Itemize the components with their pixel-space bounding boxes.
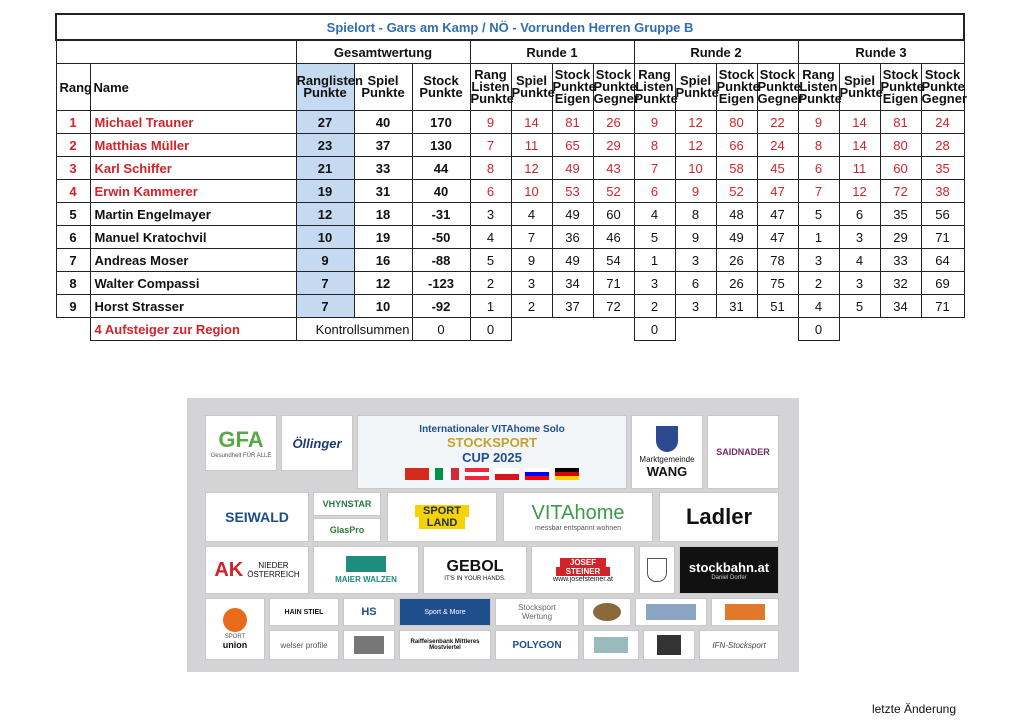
sponsor-vitahome — [503, 492, 653, 542]
stock-punkte-cell: -92 — [412, 295, 470, 318]
r3-value-cell: 2 — [798, 272, 839, 295]
steiner-line3: www.josefsteiner.at — [553, 575, 613, 583]
r1-value-cell: 3 — [470, 203, 511, 226]
r2-value-cell: 51 — [757, 295, 798, 318]
r2-value-cell: 2 — [634, 295, 675, 318]
page-title: Spielort - Gars am Kamp / NÖ - Vorrunden Herren Gruppe B — [56, 14, 964, 40]
r2-value-cell: 6 — [675, 272, 716, 295]
sportmore-text: Sport & More — [424, 608, 466, 616]
col-r1-eigen: Stock Punkte Eigen — [552, 64, 593, 111]
r2-value-cell: 9 — [675, 180, 716, 203]
r3-value-cell: 60 — [880, 157, 921, 180]
r2-value-cell: 26 — [716, 249, 757, 272]
cup-line2: STOCKSPORT — [446, 435, 538, 450]
r3-value-cell: 35 — [921, 157, 964, 180]
r2-value-cell: 8 — [675, 203, 716, 226]
r3-value-cell: 4 — [798, 295, 839, 318]
r2-value-cell: 75 — [757, 272, 798, 295]
ladler-text: Ladler — [685, 504, 753, 529]
player-name: Manuel Kratochvil — [90, 226, 296, 249]
sponsor-ladler — [659, 492, 779, 542]
r2-value-cell: 47 — [757, 226, 798, 249]
col-r3-gegner: Stock Punkte Gegner — [921, 64, 964, 111]
wang-line2: WANG — [646, 463, 688, 479]
sponsor-maier — [313, 546, 419, 594]
glaspro-text: GlasPro — [329, 525, 365, 535]
r3-value-cell: 35 — [880, 203, 921, 226]
table-row — [56, 134, 964, 157]
sponsor-sportland — [387, 492, 497, 542]
ranglisten-punkte-cell: 7 — [296, 272, 354, 295]
hs-text: HS — [361, 606, 377, 618]
col-r2-spiel: Spiel Punkte — [675, 64, 716, 111]
r3-value-cell: 5 — [798, 203, 839, 226]
vitahome-sub: messbar entspannt wohnen — [535, 525, 621, 532]
kaiser-logo-icon — [593, 603, 621, 621]
flag-icon — [525, 468, 549, 480]
ranglisten-punkte-cell: 21 — [296, 157, 354, 180]
wertung-line1: Stocksport — [518, 603, 556, 612]
table-row — [56, 249, 964, 272]
r3-value-cell: 1 — [798, 226, 839, 249]
logo-placeholder-icon — [646, 604, 696, 620]
col-r2-gegner: Stock Punkte Gegner — [757, 64, 798, 111]
r3-value-cell: 4 — [839, 249, 880, 272]
gebol-text: GEBOL — [446, 558, 504, 575]
sponsor-glaspro — [313, 518, 381, 542]
r2-value-cell: 12 — [675, 111, 716, 134]
flag-icon — [405, 468, 429, 480]
col-rang: Rang — [56, 64, 90, 111]
sponsor-stocksport-wertung — [495, 598, 579, 626]
r1-value-cell: 8 — [470, 157, 511, 180]
polygon-text: POLYGON — [512, 639, 562, 651]
player-name: Martin Engelmayer — [90, 203, 296, 226]
player-name: Matthias Müller — [90, 134, 296, 157]
wang-crest-icon — [656, 426, 678, 452]
r2-value-cell: 26 — [716, 272, 757, 295]
r1-value-cell: 10 — [511, 180, 552, 203]
stock-punkte-cell: 130 — [412, 134, 470, 157]
r2-value-cell: 52 — [716, 180, 757, 203]
union-logo-icon — [223, 608, 247, 632]
r2-value-cell: 12 — [675, 134, 716, 157]
r2-value-cell: 24 — [757, 134, 798, 157]
r3-value-cell: 7 — [798, 180, 839, 203]
logo-placeholder-icon — [657, 635, 681, 655]
spiel-punkte-cell: 16 — [354, 249, 412, 272]
r2-value-cell: 45 — [757, 157, 798, 180]
r1-value-cell: 2 — [470, 272, 511, 295]
r3-value-cell: 14 — [839, 134, 880, 157]
col-name: Name — [90, 64, 296, 111]
col-r1-gegner: Stock Punkte Gegner — [593, 64, 634, 111]
col-r1-spiel: Spiel Punkte — [511, 64, 552, 111]
rank-cell: 2 — [56, 134, 90, 157]
group-header-runde1: Runde 1 — [470, 40, 634, 64]
ranglisten-punkte-cell: 23 — [296, 134, 354, 157]
table-row — [56, 272, 964, 295]
group-header-blank — [56, 40, 296, 64]
r1-value-cell: 4 — [470, 226, 511, 249]
sponsor-gebol — [423, 546, 527, 594]
r1-value-cell: 1 — [470, 295, 511, 318]
r1-value-cell: 34 — [552, 272, 593, 295]
r1-value-cell: 7 — [470, 134, 511, 157]
rank-cell: 9 — [56, 295, 90, 318]
r1-value-cell: 2 — [511, 295, 552, 318]
aufsteiger-note: 4 Aufsteiger zur Region — [90, 318, 296, 341]
sponsor-small-logo-3 — [635, 598, 707, 626]
kontrollsumme-r3: 0 — [798, 318, 839, 341]
ifn-text: IFN-Stocksport — [712, 640, 766, 650]
sponsor-kaiser — [583, 598, 631, 626]
kontrollsummen-label — [296, 318, 412, 341]
stock-punkte-cell: -123 — [412, 272, 470, 295]
player-name: Walter Compassi — [90, 272, 296, 295]
r3-value-cell: 6 — [839, 203, 880, 226]
r2-value-cell: 3 — [675, 295, 716, 318]
kontrollsumme-total: 0 — [412, 318, 470, 341]
sportland-line1: SPORT — [415, 505, 469, 517]
r1-value-cell: 6 — [470, 180, 511, 203]
spiel-punkte-cell: 40 — [354, 111, 412, 134]
kontrollsumme-r1: 0 — [470, 318, 511, 341]
cup-line3: CUP 2025 — [462, 450, 522, 465]
col-r3-rang-listen: Rang Listen Punkte — [798, 64, 839, 111]
r1-value-cell: 49 — [552, 249, 593, 272]
r1-value-cell: 37 — [552, 295, 593, 318]
stock-punkte-cell: 170 — [412, 111, 470, 134]
r1-value-cell: 43 — [593, 157, 634, 180]
table-row — [56, 203, 964, 226]
r2-value-cell: 9 — [675, 226, 716, 249]
r3-value-cell: 33 — [880, 249, 921, 272]
rank-cell: 1 — [56, 111, 90, 134]
sponsor-panel — [187, 398, 799, 672]
r2-value-cell: 3 — [634, 272, 675, 295]
player-name: Michael Trauner — [90, 111, 296, 134]
r3-value-cell: 8 — [798, 134, 839, 157]
column-header-row — [56, 64, 964, 111]
r2-value-cell: 48 — [716, 203, 757, 226]
gebol-sub: IT'S IN YOUR HANDS. — [444, 576, 506, 582]
stock-punkte-cell: -31 — [412, 203, 470, 226]
r3-value-cell: 64 — [921, 249, 964, 272]
sponsor-cup-banner — [357, 415, 627, 489]
maier-logo-icon — [346, 556, 386, 572]
rank-cell: 4 — [56, 180, 90, 203]
rank-cell: 5 — [56, 203, 90, 226]
r1-value-cell: 3 — [511, 272, 552, 295]
stock-punkte-cell: -50 — [412, 226, 470, 249]
r2-value-cell: 10 — [675, 157, 716, 180]
r2-value-cell: 31 — [716, 295, 757, 318]
vitahome-text: VITAhome — [531, 502, 625, 524]
sponsor-ifn — [699, 630, 779, 660]
r3-value-cell: 14 — [839, 111, 880, 134]
r2-value-cell: 1 — [634, 249, 675, 272]
table-row — [56, 226, 964, 249]
gfa-text: GFA — [218, 427, 264, 452]
sponsor-small-logo — [343, 630, 395, 660]
spiel-punkte-cell: 10 — [354, 295, 412, 318]
table-row — [56, 111, 964, 134]
r2-value-cell: 47 — [757, 203, 798, 226]
r1-value-cell: 4 — [511, 203, 552, 226]
r2-value-cell: 8 — [634, 134, 675, 157]
rank-cell: 7 — [56, 249, 90, 272]
r1-value-cell: 52 — [593, 180, 634, 203]
spiel-punkte-cell: 19 — [354, 226, 412, 249]
r3-value-cell: 6 — [798, 157, 839, 180]
sponsor-wang — [631, 415, 703, 489]
r1-value-cell: 46 — [593, 226, 634, 249]
sponsor-gfa — [205, 415, 277, 471]
sponsor-steiner — [531, 546, 635, 594]
sponsor-stockbahn — [679, 546, 779, 594]
sponsor-polygon — [495, 630, 579, 660]
sponsor-small-logo-5 — [643, 630, 695, 660]
r1-value-cell: 9 — [470, 111, 511, 134]
footer-row — [56, 318, 964, 341]
sponsor-hs — [343, 598, 395, 626]
r3-value-cell: 5 — [839, 295, 880, 318]
r1-value-cell: 14 — [511, 111, 552, 134]
r2-value-cell: 78 — [757, 249, 798, 272]
r1-value-cell: 81 — [552, 111, 593, 134]
r3-value-cell: 71 — [921, 295, 964, 318]
sponsor-vhynstar — [313, 492, 381, 516]
spiel-punkte-cell: 31 — [354, 180, 412, 203]
r1-value-cell: 65 — [552, 134, 593, 157]
wertung-text — [518, 603, 556, 621]
raiffeisen-text: Raiffeisenbank Mittleres Mostviertel — [410, 639, 480, 651]
group-header-gesamt: Gesamtwertung — [296, 40, 470, 64]
rank-cell: 6 — [56, 226, 90, 249]
player-name: Andreas Moser — [90, 249, 296, 272]
sponsor-raiffeisen — [399, 630, 491, 660]
cup-flags — [405, 468, 579, 480]
r3-value-cell: 72 — [880, 180, 921, 203]
logo-placeholder-icon — [354, 636, 384, 654]
sponsor-seiwald — [205, 492, 309, 542]
hainstiel-text: HAIN STIEL — [284, 608, 324, 616]
flag-icon — [435, 468, 459, 480]
player-name: Karl Schiffer — [90, 157, 296, 180]
ollinger-text: Öllinger — [292, 435, 342, 451]
sponsor-welser — [269, 630, 339, 660]
sponsor-saidnader — [707, 415, 779, 489]
last-change-note: letzte Änderung — [871, 702, 956, 716]
col-r3-spiel: Spiel Punkte — [839, 64, 880, 111]
stockbahn-text: stockbahn.at — [688, 559, 770, 575]
stockbahn-sub: Daniel Dorfer — [711, 574, 747, 581]
ranglisten-punkte-cell: 19 — [296, 180, 354, 203]
r3-value-cell: 3 — [839, 226, 880, 249]
r2-value-cell: 47 — [757, 180, 798, 203]
r3-value-cell: 38 — [921, 180, 964, 203]
sportland-line2: LAND — [419, 517, 466, 529]
group-header-runde3: Runde 3 — [798, 40, 964, 64]
r3-value-cell: 11 — [839, 157, 880, 180]
sponsor-ak — [205, 546, 309, 594]
r1-value-cell: 49 — [552, 157, 593, 180]
r1-value-cell: 26 — [593, 111, 634, 134]
sponsor-hainstiel — [269, 598, 339, 626]
stock-punkte-cell: -88 — [412, 249, 470, 272]
seiwald-text: SEIWALD — [225, 509, 289, 525]
spiel-punkte-cell: 33 — [354, 157, 412, 180]
ak-text — [247, 561, 299, 579]
ranglisten-punkte-cell: 12 — [296, 203, 354, 226]
gfa-sub: Gesundheit FÜR ALLE — [210, 453, 272, 459]
kontrollsummen-text: Kontrollsummen — [315, 321, 410, 337]
r3-value-cell: 56 — [921, 203, 964, 226]
table-row — [56, 157, 964, 180]
r2-value-cell: 7 — [634, 157, 675, 180]
r3-value-cell: 28 — [921, 134, 964, 157]
vhynstar-text: VHYNSTAR — [322, 499, 372, 509]
r2-value-cell: 58 — [716, 157, 757, 180]
stock-punkte-cell: 40 — [412, 180, 470, 203]
r2-value-cell: 80 — [716, 111, 757, 134]
r1-value-cell: 11 — [511, 134, 552, 157]
r2-value-cell: 5 — [634, 226, 675, 249]
r1-value-cell: 53 — [552, 180, 593, 203]
r1-value-cell: 71 — [593, 272, 634, 295]
steiner-line1: JOSEF — [560, 558, 606, 567]
col-r2-rang-listen: Rang Listen Punkte — [634, 64, 675, 111]
r1-value-cell: 9 — [511, 249, 552, 272]
sponsor-sportmore — [399, 598, 491, 626]
saidnader-text: SAIDNADER — [716, 447, 770, 457]
wang-line1: Marktgemeinde — [639, 454, 695, 464]
flag-icon — [465, 468, 489, 480]
col-r3-eigen: Stock Punkte Eigen — [880, 64, 921, 111]
sponsor-ollinger — [281, 415, 353, 471]
union-line1: SPORT — [224, 634, 246, 640]
r2-value-cell: 49 — [716, 226, 757, 249]
ranglisten-punkte-cell: 7 — [296, 295, 354, 318]
col-r1-rang-listen: Rang Listen Punkte — [470, 64, 511, 111]
r3-value-cell: 69 — [921, 272, 964, 295]
r3-value-cell: 9 — [798, 111, 839, 134]
sponsor-small-logo-4 — [711, 598, 779, 626]
cup-line1: Internationaler VITAhome Solo — [419, 424, 565, 435]
stock-punkte-cell: 44 — [412, 157, 470, 180]
flag-icon — [555, 468, 579, 480]
r3-value-cell: 24 — [921, 111, 964, 134]
wertung-line2: Wertung — [521, 612, 553, 621]
flag-icon — [495, 468, 519, 480]
maier-text: MAIER WALZEN — [335, 575, 397, 584]
ak-icon: AK — [214, 558, 244, 581]
r1-value-cell: 60 — [593, 203, 634, 226]
r2-value-cell: 9 — [634, 111, 675, 134]
r3-value-cell: 12 — [839, 180, 880, 203]
ranglisten-punkte-cell: 27 — [296, 111, 354, 134]
logo-placeholder-icon — [594, 637, 628, 653]
ranglisten-punkte-cell: 9 — [296, 249, 354, 272]
r3-value-cell: 3 — [839, 272, 880, 295]
ak-line2: ÖSTERREICH — [247, 570, 300, 579]
r3-value-cell: 29 — [880, 226, 921, 249]
spiel-punkte-cell: 12 — [354, 272, 412, 295]
table-row — [56, 180, 964, 203]
r2-value-cell: 6 — [634, 180, 675, 203]
r1-value-cell: 49 — [552, 203, 593, 226]
spiel-punkte-cell: 18 — [354, 203, 412, 226]
sponsor-small-logo-2 — [583, 630, 639, 660]
r2-value-cell: 66 — [716, 134, 757, 157]
logo-placeholder-icon — [725, 604, 765, 620]
r3-value-cell: 3 — [798, 249, 839, 272]
sponsor-crest — [639, 546, 675, 594]
results-table — [55, 13, 968, 341]
kontrollsumme-r2: 0 — [634, 318, 675, 341]
union-line2: union — [222, 640, 248, 650]
rank-cell: 3 — [56, 157, 90, 180]
r1-value-cell: 54 — [593, 249, 634, 272]
r3-value-cell: 71 — [921, 226, 964, 249]
r2-value-cell: 3 — [675, 249, 716, 272]
r1-value-cell: 5 — [470, 249, 511, 272]
sponsor-union — [205, 598, 265, 660]
rank-cell: 8 — [56, 272, 90, 295]
steiner-line2: STEINER — [556, 567, 611, 576]
crest-icon — [647, 558, 667, 582]
r1-value-cell: 12 — [511, 157, 552, 180]
r3-value-cell: 32 — [880, 272, 921, 295]
welser-text: welser profile — [280, 640, 328, 650]
player-name: Erwin Kammerer — [90, 180, 296, 203]
r1-value-cell: 36 — [552, 226, 593, 249]
spiel-punkte-cell: 37 — [354, 134, 412, 157]
player-name: Horst Strasser — [90, 295, 296, 318]
col-stock-punkte: Stock Punkte — [412, 64, 470, 111]
table-row — [56, 295, 964, 318]
r1-value-cell: 72 — [593, 295, 634, 318]
ranglisten-punkte-cell: 10 — [296, 226, 354, 249]
r2-value-cell: 4 — [634, 203, 675, 226]
r3-value-cell: 81 — [880, 111, 921, 134]
col-spiel-punkte: Spiel Punkte — [354, 64, 412, 111]
results-table-wrapper — [55, 13, 968, 341]
r3-value-cell: 80 — [880, 134, 921, 157]
r1-value-cell: 7 — [511, 226, 552, 249]
col-ranglisten-punkte: Ranglisten Punkte — [296, 64, 354, 111]
col-r2-eigen: Stock Punkte Eigen — [716, 64, 757, 111]
r1-value-cell: 29 — [593, 134, 634, 157]
ak-line1: NIEDER — [258, 561, 289, 570]
result-rows — [56, 111, 964, 318]
r2-value-cell: 22 — [757, 111, 798, 134]
r3-value-cell: 34 — [880, 295, 921, 318]
group-header-runde2: Runde 2 — [634, 40, 798, 64]
